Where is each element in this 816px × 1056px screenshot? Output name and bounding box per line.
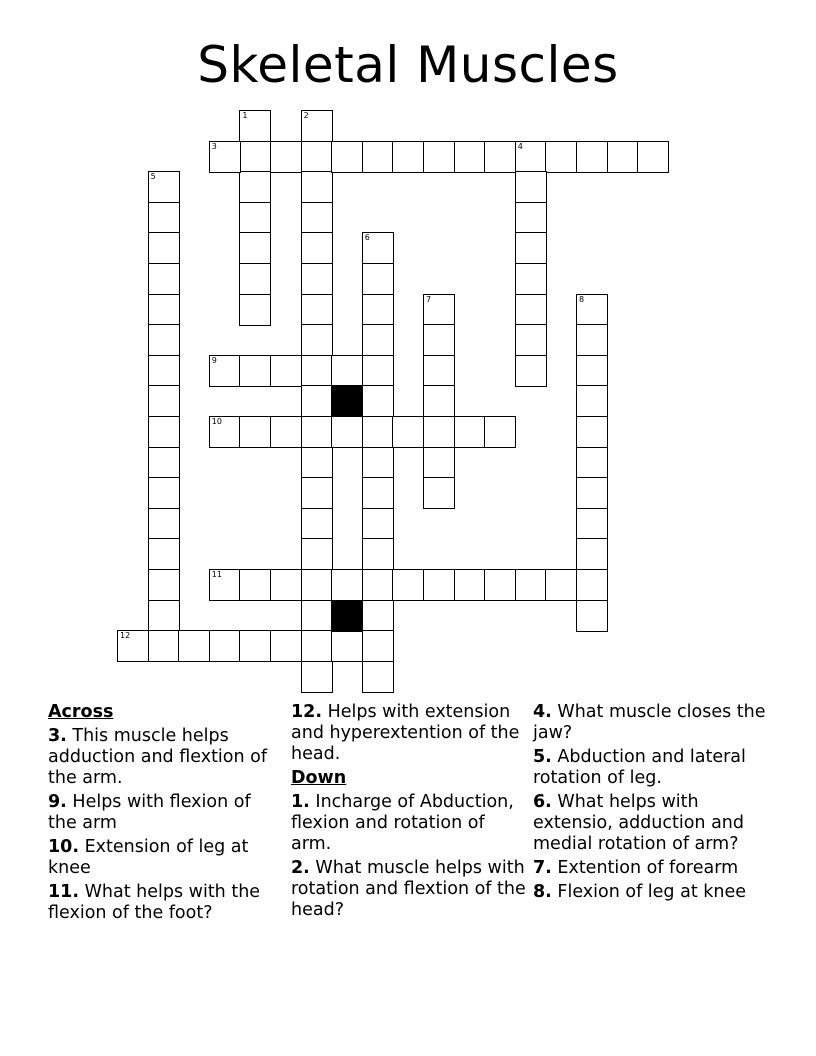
grid-cell[interactable] [576,294,608,326]
grid-cell[interactable] [239,416,271,448]
clue-down-7: 7. Extention of forearm [533,858,739,878]
across-heading: Across [48,702,114,722]
clue-across-11: 11. What helps with the flexion of the foot? [48,882,261,923]
grid-cell[interactable] [362,294,394,326]
grid-cell[interactable] [209,569,241,601]
grid-cell[interactable] [148,538,180,570]
clue-across-9: 9. Helps with flexion of the arm [48,792,251,833]
grid-cell[interactable] [331,141,363,173]
grid-cell[interactable] [545,141,577,173]
clue-down-5: 5. Abduction and lateral rotation of leg. [533,747,746,788]
grid-cell[interactable] [209,141,241,173]
grid-cell[interactable] [576,141,608,173]
clue-number-5: 5 [150,172,156,182]
grid-cell[interactable] [301,355,333,387]
grid-cell[interactable] [362,600,394,632]
grid-cell[interactable] [362,141,394,173]
grid-cell[interactable] [301,447,333,479]
grid-cell[interactable] [362,263,394,295]
grid-cell[interactable] [454,416,486,448]
grid-cell[interactable] [301,538,333,570]
grid-cell[interactable] [148,477,180,509]
grid-cell[interactable] [331,355,363,387]
grid-cell[interactable] [362,508,394,540]
grid-cell[interactable] [454,569,486,601]
grid-cell[interactable] [515,294,547,326]
grid-cell[interactable] [362,385,394,417]
grid-cell[interactable] [637,141,669,173]
clue-down-6: 6. What helps with extensio, adduction and medial rotation of arm? [533,792,745,854]
grid-cell[interactable] [515,232,547,264]
grid-cell[interactable] [423,355,455,387]
grid-cell[interactable] [239,630,271,662]
grid-cell[interactable] [515,263,547,295]
grid-cell[interactable] [239,294,271,326]
grid-cell[interactable] [148,600,180,632]
grid-cell[interactable] [331,416,363,448]
grid-cell[interactable] [576,447,608,479]
grid-cell[interactable] [454,141,486,173]
grid-cell[interactable] [301,232,333,264]
grid-cell[interactable] [362,416,394,448]
grid-cell[interactable] [239,141,271,173]
grid-cell[interactable] [576,508,608,540]
grid-cell[interactable] [148,416,180,448]
grid-cell[interactable] [362,538,394,570]
grid-cell[interactable] [239,569,271,601]
grid-cell[interactable] [301,202,333,234]
grid-cell[interactable] [484,416,516,448]
grid-cell[interactable] [148,294,180,326]
clue-down-2: 2. What muscle helps with rotation and flextion of the head? [291,858,526,920]
grid-cell[interactable] [362,630,394,662]
grid-cell[interactable] [515,324,547,356]
grid-cell[interactable] [362,447,394,479]
grid-cell[interactable] [423,141,455,173]
clue-number-7: 7 [426,294,432,304]
grid-cell[interactable] [148,232,180,264]
grid-cell[interactable] [148,355,180,387]
grid-cell[interactable] [362,324,394,356]
grid-cell[interactable] [576,416,608,448]
clue-number-9: 9 [211,355,217,365]
grid-cell[interactable] [576,538,608,570]
grid-cell[interactable] [239,232,271,264]
clue-down-1: 1. Incharge of Abduction, flexion and rotation of arm. [291,792,514,854]
grid-cell[interactable] [301,263,333,295]
grid-cell[interactable] [301,324,333,356]
grid-cell[interactable] [576,355,608,387]
grid-cell[interactable] [301,477,333,509]
clue-number-11: 11 [211,570,222,579]
grid-cell[interactable] [515,141,547,173]
grid-cell[interactable] [270,569,302,601]
black-cell [331,600,363,632]
clue-across-12: 12. Helps with extension and hyperextention of the head. [291,702,520,764]
grid-cell[interactable] [423,416,455,448]
grid-cell[interactable] [148,569,180,601]
grid-cell[interactable] [148,171,180,203]
grid-cell[interactable] [423,294,455,326]
grid-cell[interactable] [301,416,333,448]
grid-cell[interactable] [301,508,333,540]
grid-cell[interactable] [239,263,271,295]
grid-cell[interactable] [392,569,424,601]
clue-down-8: 8. Flexion of leg at knee [533,882,747,902]
grid-cell[interactable] [484,569,516,601]
grid-cell[interactable] [301,110,333,142]
grid-cell[interactable] [301,294,333,326]
grid-cell[interactable] [301,141,333,173]
grid-cell[interactable] [209,355,241,387]
grid-cell[interactable] [148,324,180,356]
grid-cell[interactable] [301,569,333,601]
grid-cell[interactable] [576,385,608,417]
clue-number-10: 10 [211,417,222,426]
grid-cell[interactable] [392,141,424,173]
grid-cell[interactable] [576,477,608,509]
grid-cell[interactable] [392,416,424,448]
grid-cell[interactable] [576,600,608,632]
clue-number-2: 2 [303,111,309,120]
grid-cell[interactable] [545,569,577,601]
grid-cell[interactable] [209,630,241,662]
grid-cell[interactable] [239,110,271,142]
clue-number-8: 8 [579,294,585,304]
grid-cell[interactable] [178,630,210,662]
grid-cell[interactable] [362,355,394,387]
grid-cell[interactable] [270,355,302,387]
clue-number-4: 4 [517,141,523,151]
grid-cell[interactable] [423,477,455,509]
grid-cell[interactable] [301,600,333,632]
grid-cell[interactable] [331,630,363,662]
grid-cell[interactable] [209,416,241,448]
grid-cell[interactable] [607,141,639,173]
grid-cell[interactable] [331,569,363,601]
grid-cell[interactable] [576,324,608,356]
grid-cell[interactable] [362,232,394,264]
grid-cell[interactable] [301,661,333,693]
clues-column-2 [291,702,526,924]
clue-across-3: 3. This muscle helps adduction and flextion of the arm. [48,726,268,788]
grid-cell[interactable] [515,171,547,203]
grid-cell[interactable] [484,141,516,173]
grid-cell[interactable] [148,385,180,417]
grid-cell[interactable] [239,171,271,203]
grid-cell[interactable] [301,630,333,662]
grid-cell[interactable] [148,202,180,234]
grid-cell[interactable] [515,355,547,387]
clue-across-10: 10. Extension of leg at knee [48,837,249,878]
grid-cell[interactable] [515,202,547,234]
clue-down-4: 4. What muscle closes the jaw? [533,702,766,743]
grid-cell[interactable] [576,569,608,601]
grid-cell[interactable] [239,202,271,234]
black-cell [331,385,363,417]
grid-cell[interactable] [270,630,302,662]
grid-cell[interactable] [423,569,455,601]
grid-cell[interactable] [515,569,547,601]
grid-cell[interactable] [117,630,149,662]
grid-cell[interactable] [148,630,180,662]
grid-cell[interactable] [423,447,455,479]
clue-number-3: 3 [211,141,217,151]
grid-cell[interactable] [362,661,394,693]
grid-cell[interactable] [239,355,271,387]
grid-cell[interactable] [423,324,455,356]
clue-number-6: 6 [364,233,370,243]
grid-cell[interactable] [301,171,333,203]
grid-cell[interactable] [270,416,302,448]
grid-cell[interactable] [148,263,180,295]
down-heading: Down [291,768,347,788]
grid-cell[interactable] [301,385,333,417]
puzzle-title: Skeletal Muscles [197,36,619,94]
grid-cell[interactable] [148,508,180,540]
clues-column-1 [48,702,283,927]
clues-column-3 [533,702,768,906]
grid-cell[interactable] [362,477,394,509]
grid-cell[interactable] [148,447,180,479]
grid-cell[interactable] [270,141,302,173]
grid-cell[interactable] [362,569,394,601]
clue-number-12: 12 [120,631,131,641]
grid-cell[interactable] [423,385,455,417]
clue-number-1: 1 [242,111,248,120]
